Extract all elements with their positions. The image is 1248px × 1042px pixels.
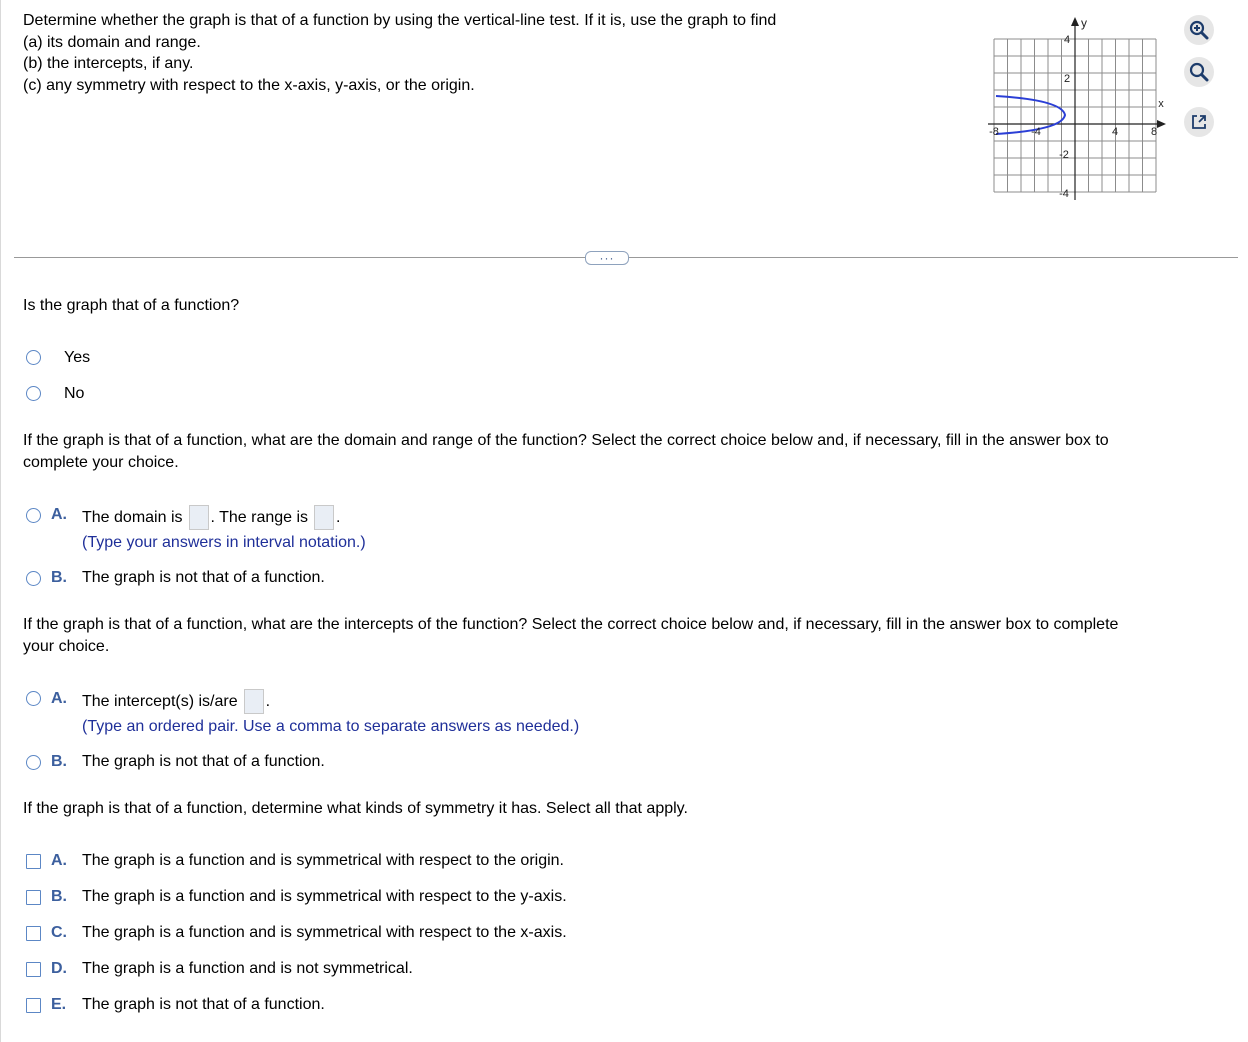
q3-a-text-2: . [265,693,271,710]
checkbox-q4-b[interactable] [26,890,41,905]
y-axis-label: y [1081,16,1087,30]
q3-a-hint: (Type an ordered pair. Use a comma to separate answers as needed.) [82,718,580,735]
x-tick-label: 8 [1150,126,1158,138]
q2-b-text: The graph is not that of a function. [82,569,325,586]
question-4: If the graph is that of a function, determine what kinds of symmetry it has. Select all that apply. [23,800,688,817]
y-tick-label: 4 [1063,34,1071,46]
zoom-out-icon [1189,62,1209,82]
choice-letter: A. [51,690,67,707]
y-axis-arrow-icon [1071,17,1079,26]
y-tick-label: -4 [1059,188,1069,200]
q3-a-text-1: The intercept(s) is/are [82,693,238,710]
radio-q3-b[interactable] [26,755,41,770]
choice-letter: B. [51,888,67,905]
function-graph [984,12,1168,200]
q4-d-text: The graph is a function and is not symmetrical. [82,960,413,977]
choice-letter: E. [51,996,67,1013]
radio-no[interactable] [26,386,41,401]
question-1: Is the graph that of a function? [23,297,240,314]
zoom-in-button[interactable] [1184,15,1214,45]
question-3 [23,614,1118,658]
x-tick-label: -8 [989,126,999,138]
radio-q3-a[interactable] [26,691,41,706]
option-no-label: No [64,385,85,402]
q2-a-text-3: . [336,509,341,526]
question-2-line-1: If the graph is that of a function, what are the domain and range of the function? Select the correct choice below and, if necessary, fill in the answer box to [23,432,1109,449]
q2-choice-a [82,505,341,530]
prompt-line-3: (b) the intercepts, if any. [23,55,194,72]
question-3-line-2: your choice. [23,638,110,655]
y-tick-label: -2 [1059,149,1069,161]
choice-letter: C. [51,924,67,941]
q3-choice-a [82,689,270,714]
q4-c-text: The graph is a function and is symmetrical with respect to the x-axis. [82,924,567,941]
left-border [0,0,1,1042]
q4-b-text: The graph is a function and is symmetrical with respect to the y-axis. [82,888,567,905]
x-tick-label: -4 [1031,126,1041,138]
q4-e-text: The graph is not that of a function. [82,996,325,1013]
zoom-out-button[interactable] [1184,57,1214,87]
choice-letter: D. [51,960,67,977]
q3-b-text: The graph is not that of a function. [82,753,325,770]
x-axis-arrow-icon [1157,120,1166,128]
q2-a-hint: (Type your answers in interval notation.) [82,534,366,551]
choice-letter: B. [51,753,67,770]
expand-button[interactable] [585,251,629,265]
checkbox-q4-e[interactable] [26,998,41,1013]
problem-prompt [23,10,923,96]
q2-a-text-1: The domain is [82,509,183,526]
x-axis-label: x [1158,98,1164,110]
prompt-line-4: (c) any symmetry with respect to the x-axis, y-axis, or the origin. [23,76,475,94]
prompt-line-1: Determine whether the graph is that of a function by using the vertical-line test. If it is, use the graph to find [23,12,777,29]
popout-icon [1190,113,1208,131]
x-tick-label: 4 [1111,126,1119,138]
question-3-line-1: If the graph is that of a function, what are the intercepts of the function? Select the correct choice below and, if necessary, fill in the answer box to complete [23,616,1119,633]
q4-a-text: The graph is a function and is symmetrical with respect to the origin. [82,852,564,869]
radio-yes[interactable] [26,350,41,365]
popout-button[interactable] [1184,107,1214,137]
question-2 [23,430,1109,474]
y-tick-label: 2 [1063,73,1071,85]
checkbox-q4-c[interactable] [26,926,41,941]
checkbox-q4-a[interactable] [26,854,41,869]
question-2-line-2: complete your choice. [23,454,179,471]
q2-a-text-2: . The range is [210,509,309,526]
zoom-in-icon [1189,20,1209,40]
intercepts-answer-box[interactable] [244,689,264,714]
range-answer-box[interactable] [314,505,334,530]
choice-letter: B. [51,569,67,586]
option-yes-label: Yes [64,349,91,366]
radio-q2-a[interactable] [26,508,41,523]
choice-letter: A. [51,506,67,523]
domain-answer-box[interactable] [189,505,209,530]
radio-q2-b[interactable] [26,571,41,586]
choice-letter: A. [51,852,67,869]
checkbox-q4-d[interactable] [26,962,41,977]
ellipsis-icon: ··· [599,251,615,265]
prompt-line-2: (a) its domain and range. [23,33,201,51]
